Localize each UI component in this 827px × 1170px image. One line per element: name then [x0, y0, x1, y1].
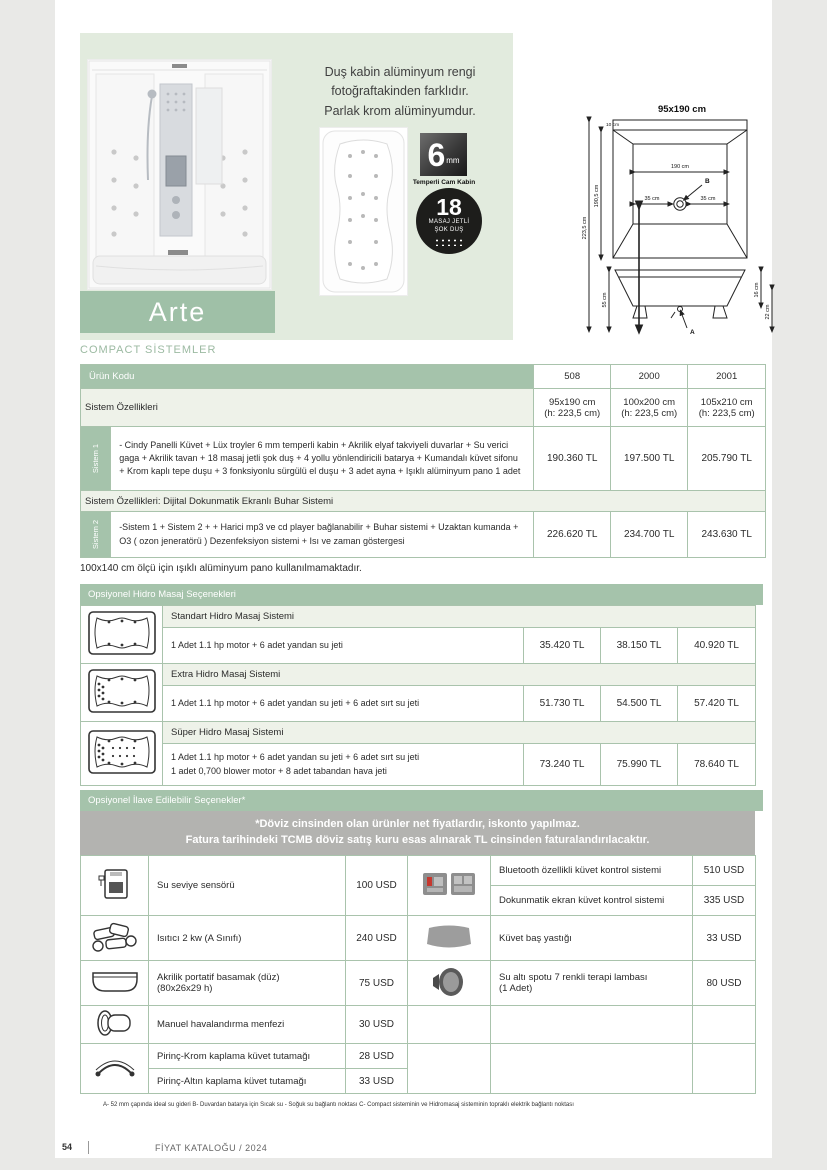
- catalog-footer-title: FİYAT KATALOĞU / 2024: [155, 1143, 268, 1153]
- option-label: Bluetooth özellikli küvet kontrol sistemi: [491, 856, 693, 886]
- glass-thickness-value: 6: [427, 136, 446, 173]
- table-row: [81, 427, 766, 491]
- table-row: [81, 1006, 756, 1044]
- empty-cell: [408, 1044, 491, 1094]
- shower-cabin-image: [88, 60, 271, 289]
- empty-cell: [693, 1044, 756, 1094]
- table-row: [81, 664, 756, 686]
- table-row: [81, 628, 756, 664]
- dim-top-gap: 10 cm: [606, 123, 620, 128]
- aluminium-note-line: fotoğraftakinden farklıdır.: [331, 84, 469, 99]
- hydro-title: Süper Hidro Masaj Sistemi: [163, 722, 756, 744]
- code-cell: 2000: [611, 365, 688, 389]
- aluminium-note: [290, 63, 510, 121]
- option-label: Pirinç-Krom kaplama küvet tutamağı: [149, 1044, 346, 1069]
- table-row: [81, 961, 756, 1006]
- dim-total-height: 223,5 cm: [582, 216, 588, 240]
- tempered-glass-caption: Temperli Cam Kabin: [412, 179, 476, 186]
- currency-notice: [80, 811, 755, 855]
- tub-standart-jets-icon: [81, 606, 163, 664]
- section-title: COMPACT SİSTEMLER: [80, 344, 217, 356]
- vent-icon: [81, 1006, 149, 1044]
- price-cell: 38.150 TL: [601, 628, 678, 664]
- pano-note: 100x140 cm ölçü için ışıklı alüminyum pano kullanılmamaktadır.: [80, 563, 362, 574]
- hero-panel: [80, 33, 513, 340]
- option-label: Su altı spotu 7 renkli terapi lambası: [499, 972, 648, 983]
- size-cell: [534, 389, 611, 427]
- size-cell: [611, 389, 688, 427]
- table-row: [81, 1044, 756, 1069]
- options-section-header: Opsiyonel İlave Edilebilir Seçenekler*: [80, 790, 763, 811]
- option-price: 33 USD: [346, 1069, 408, 1094]
- table-row: [81, 389, 766, 427]
- grab-handle-icon: [81, 1044, 149, 1094]
- price-cell: 78.640 TL: [678, 744, 756, 786]
- table-row: [81, 722, 756, 744]
- connection-points-footnote: A- 52 mm çapında ideal su gideri B- Duvardan batarya için Sıcak su - Soğuk su bağlantı noktası C- Compact sisteminin ve Hidromasaj sisteminin topraklı elektrik bağlantı noktası: [103, 1102, 574, 1108]
- option-label-cell: [491, 961, 693, 1006]
- underwater-spot-icon: [408, 961, 491, 1006]
- sistem1-tag: Sistem 1: [91, 443, 101, 474]
- tub-super-jets-icon: [81, 722, 163, 786]
- price-cell: 190.360 TL: [534, 427, 611, 491]
- price-cell: 54.500 TL: [601, 686, 678, 722]
- headrest-pillow-icon: [408, 916, 491, 961]
- sistem2-description: -Sistem 1 + Sistem 2 + + Harici mp3 ve cd player bağlanabilir + Buhar sistemi + Uzaktan kumanda + O3 ( ozon jeneratörü ) Dezenfeksiyon sistemi + Isı ve zaman göstergesi: [111, 512, 534, 558]
- price-cell: 226.620 TL: [534, 512, 611, 558]
- option-price: 80 USD: [693, 961, 756, 1006]
- option-label: Isıtıcı 2 kw (A Sınıfı): [149, 916, 346, 961]
- hydro-desc-line2: 1 adet 0,700 blower motor + 8 adet tabandan hava jeti: [171, 765, 387, 776]
- table-row: [81, 744, 756, 786]
- jet-dots-pattern: [433, 237, 465, 246]
- product-name-label: [80, 291, 275, 333]
- currency-notice-line2: Fatura tarihindeki TCMB döviz satış kuru esas alınarak TL cinsinden faturalandırılacaktır.: [185, 834, 650, 846]
- diagram-title: 95x190 cm: [657, 104, 707, 115]
- table-row: [81, 856, 756, 886]
- table-row: [81, 365, 766, 389]
- sistem1-description: - Cindy Panelli Küvet + Lüx troyler 6 mm temperli kabin + Akrilik elyaf takviyeli duvarlar + Su verici gaga + Akrilik tavan + 18 masaj jetli şok duş + 4 yollu yönlendiricili batarya + Kumandalı küvet sifonu + Krom kaplı tepe duşu + 3 fonksiyonlu sürgülü el duşu + 3 adet ayna + Işıklı alüminyum pano 1 adet: [111, 427, 534, 491]
- option-label: Küvet baş yastığı: [491, 916, 693, 961]
- glass-thickness-unit: mm: [446, 156, 460, 165]
- option-label: Manuel havalandırma menfezi: [149, 1006, 346, 1044]
- technical-diagram: [575, 100, 790, 338]
- hydro-title: Standart Hidro Masaj Sistemi: [163, 606, 756, 628]
- product-code-header: Ürün Kodu: [81, 365, 534, 389]
- option-price: 30 USD: [346, 1006, 408, 1044]
- option-label-line2: (80x26x29 h): [157, 983, 213, 994]
- price-cell: 75.990 TL: [601, 744, 678, 786]
- page-number: 54: [62, 1142, 73, 1152]
- sizes-row-label: Sistem Özellikleri: [81, 389, 534, 427]
- water-level-sensor-icon: [81, 856, 149, 916]
- size-height: (h: 223,5 cm): [698, 407, 755, 419]
- currency-notice-line1: *Döviz cinsinden olan ürünler net fiyatlardır, iskonto yapılmaz.: [255, 818, 580, 831]
- option-price: 240 USD: [346, 916, 408, 961]
- option-price: 28 USD: [346, 1044, 408, 1069]
- hydro-desc-line1: 1 Adet 1.1 hp motor + 6 adet yandan su jeti + 6 adet sırt su jeti: [171, 752, 420, 763]
- hydro-desc: 1 Adet 1.1 hp motor + 6 adet yandan su jeti: [163, 628, 524, 664]
- size-dim: 105x210 cm: [700, 396, 753, 408]
- option-label: Akrilik portatif basamak (düz): [157, 972, 280, 983]
- sistem2-tag-cell: [81, 512, 111, 558]
- option-label: Dokunmatik ekran küvet kontrol sistemi: [491, 886, 693, 916]
- price-table: [80, 364, 766, 558]
- point-b-label: B: [705, 178, 710, 185]
- hydro-desc: [163, 744, 524, 786]
- dim-right-2: 22 cm: [765, 304, 771, 320]
- empty-cell: [408, 1006, 491, 1044]
- bathtub-top-view-image: [320, 128, 407, 295]
- price-cell: 57.420 TL: [678, 686, 756, 722]
- option-label: Su seviye sensörü: [149, 856, 346, 916]
- massage-jet-badge: [416, 188, 482, 254]
- price-cell: 205.790 TL: [688, 427, 766, 491]
- size-height: (h: 223,5 cm): [544, 407, 601, 419]
- size-cell: [688, 389, 766, 427]
- options-table: [80, 855, 756, 1094]
- option-price: 335 USD: [693, 886, 756, 916]
- code-cell: 2001: [688, 365, 766, 389]
- price-cell: 40.920 TL: [678, 628, 756, 664]
- dim-jet-left: 35 cm: [644, 196, 660, 202]
- option-price: 510 USD: [693, 856, 756, 886]
- bathtub-top-view: [320, 128, 407, 295]
- jet-count: 18: [436, 194, 462, 221]
- hydro-section-header: Opsiyonel Hidro Masaj Seçenekleri: [80, 584, 763, 605]
- point-a-label: A: [690, 329, 695, 336]
- table-row: [81, 606, 756, 628]
- size-dim: 100x200 cm: [623, 396, 676, 408]
- heater-icon: [81, 916, 149, 961]
- product-name: Arte: [148, 296, 207, 327]
- steam-system-band: Sistem Özellikleri: Dijital Dokunmatik Ekranlı Buhar Sistemi: [81, 491, 766, 512]
- footer-divider: [88, 1141, 89, 1154]
- control-panel-icon: [408, 856, 491, 916]
- option-price: 33 USD: [693, 916, 756, 961]
- price-cell: 35.420 TL: [524, 628, 601, 664]
- sistem1-tag-cell: [81, 427, 111, 491]
- option-price: 75 USD: [346, 961, 408, 1006]
- option-label-line2: (1 Adet): [499, 983, 533, 994]
- dim-cabin-height: 190,5 cm: [594, 184, 600, 208]
- hydro-table: [80, 605, 756, 786]
- dim-jet-right: 35 cm: [700, 196, 716, 202]
- price-cell: 243.630 TL: [688, 512, 766, 558]
- sistem2-tag: Sistem 2: [91, 519, 101, 550]
- dim-width: 190 cm: [670, 164, 690, 170]
- table-row: [81, 686, 756, 722]
- empty-cell: [693, 1006, 756, 1044]
- empty-cell: [491, 1006, 693, 1044]
- dim-tub-height: 55 cm: [602, 292, 608, 308]
- step-icon: [81, 961, 149, 1006]
- hydro-desc: 1 Adet 1.1 hp motor + 6 adet yandan su jeti + 6 adet sırt su jeti: [163, 686, 524, 722]
- price-cell: 51.730 TL: [524, 686, 601, 722]
- table-row: [81, 512, 766, 558]
- table-row: [81, 916, 756, 961]
- price-cell: 197.500 TL: [611, 427, 688, 491]
- empty-cell: [491, 1044, 693, 1094]
- hydro-title: Extra Hidro Masaj Sistemi: [163, 664, 756, 686]
- price-cell: 73.240 TL: [524, 744, 601, 786]
- jet-badge-line1: MASAJ JETLİ: [428, 219, 470, 226]
- size-height: (h: 223,5 cm): [621, 407, 678, 419]
- option-label-cell: [149, 961, 346, 1006]
- price-cell: 234.700 TL: [611, 512, 688, 558]
- option-label: Pirinç-Altın kaplama küvet tutamağı: [149, 1069, 346, 1094]
- aluminium-note-line: Duş kabin alüminyum rengi: [324, 65, 476, 79]
- tub-extra-jets-icon: [81, 664, 163, 722]
- table-row: [81, 491, 766, 512]
- jet-badge-line2: ŞOK DUŞ: [434, 227, 464, 233]
- size-dim: 95x190 cm: [548, 396, 596, 408]
- code-cell: 508: [534, 365, 611, 389]
- option-price: 100 USD: [346, 856, 408, 916]
- aluminium-note-line: Parlak krom alüminyumdur.: [324, 103, 476, 118]
- product-photo: [88, 60, 271, 289]
- tempered-glass-badge: [420, 133, 467, 176]
- dim-right-1: 16 cm: [754, 282, 760, 298]
